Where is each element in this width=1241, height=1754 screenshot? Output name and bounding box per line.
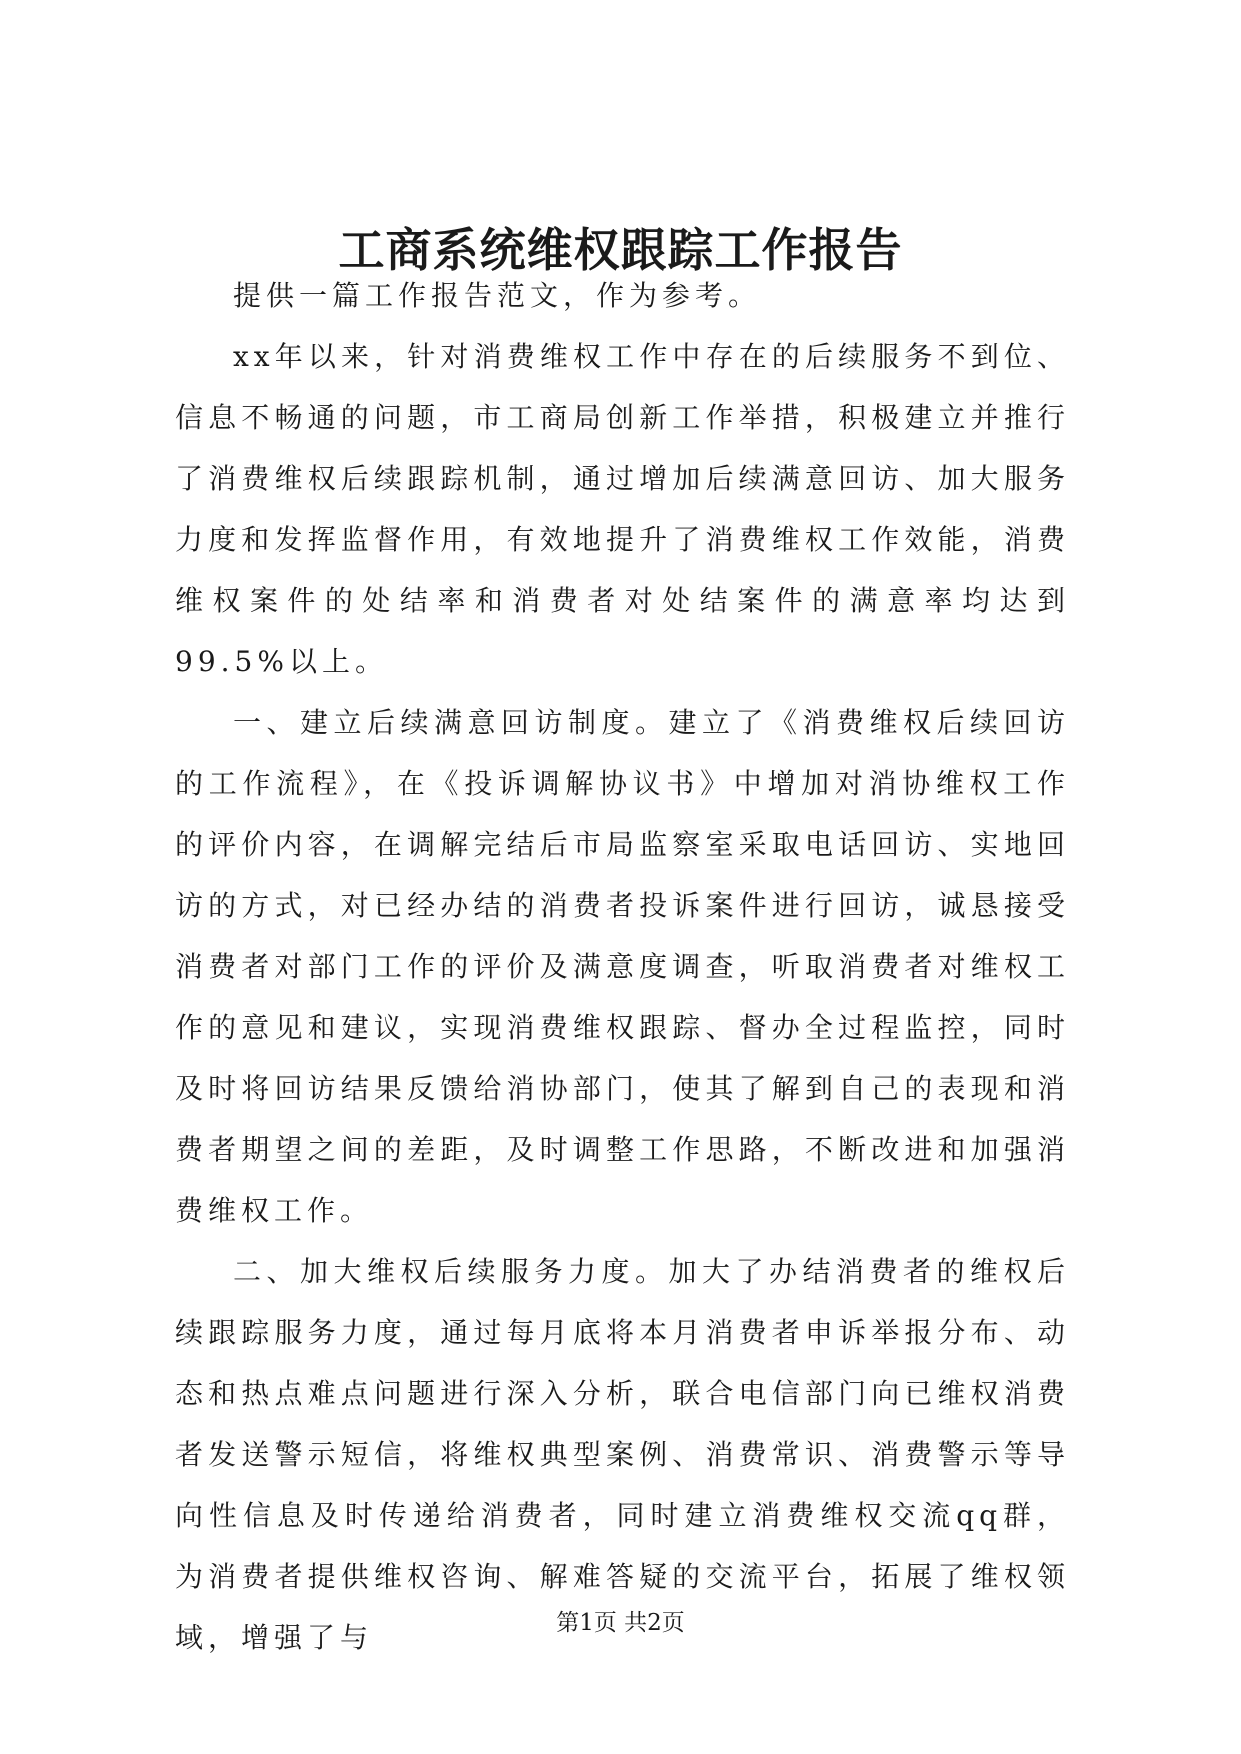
paragraph-section-one: 一、建立后续满意回访制度。建立了《消费维权后续回访的工作流程》，在《投诉调解协议书》中增加对消协维权工作的评价内容，在调解完结后市局监察室采取电话回访、实地回访的方式，对已经办结的消费者投诉案件进行回访，诚恳接受消费者对部门工作的评价及满意度调查，听取消费者对维权工作的意见和建议，实现消费维权跟踪、督办全过程监控，同时及时将回访结果反馈给消协部门，使其了解到自己的表现和消费者期望之间的差距，及时调整工作思路，不断改进和加强消费维权工作。 [175, 706, 1070, 1227]
document-title: 工商系统维权跟踪工作报告 [338, 223, 903, 277]
paragraph-section-two: 二、加大维权后续服务力度。加大了办结消费者的维权后续跟踪服务力度，通过每月底将本月消费者申诉举报分布、动态和热点难点问题进行深入分析，联合电信部门向已维权消费者发送警示短信，将维权典型案例、消费常识、消费警示等导向性信息及时传递给消费者，同时建立消费维权交流qq群，为消费者提供维权咨询、解难答疑的交流平台，拓展了维权领域，增强了与 [175, 1255, 1070, 1654]
page-number-footer: 第1页 共2页 [556, 1610, 685, 1636]
document-body [175, 265, 1070, 1668]
paragraph-intro: 提供一篇工作报告范文，作为参考。 [233, 279, 762, 312]
paragraph-summary: xx年以来，针对消费维权工作中存在的后续服务不到位、信息不畅通的问题，市工商局创新工作举措，积极建立并推行了消费维权后续跟踪机制，通过增加后续满意回访、加大服务力度和发挥监督作用，有效地提升了消费维权工作效能，消费维权案件的处结率和消费者对处结案件的满意率均达到99.5%以上。 [175, 340, 1070, 678]
